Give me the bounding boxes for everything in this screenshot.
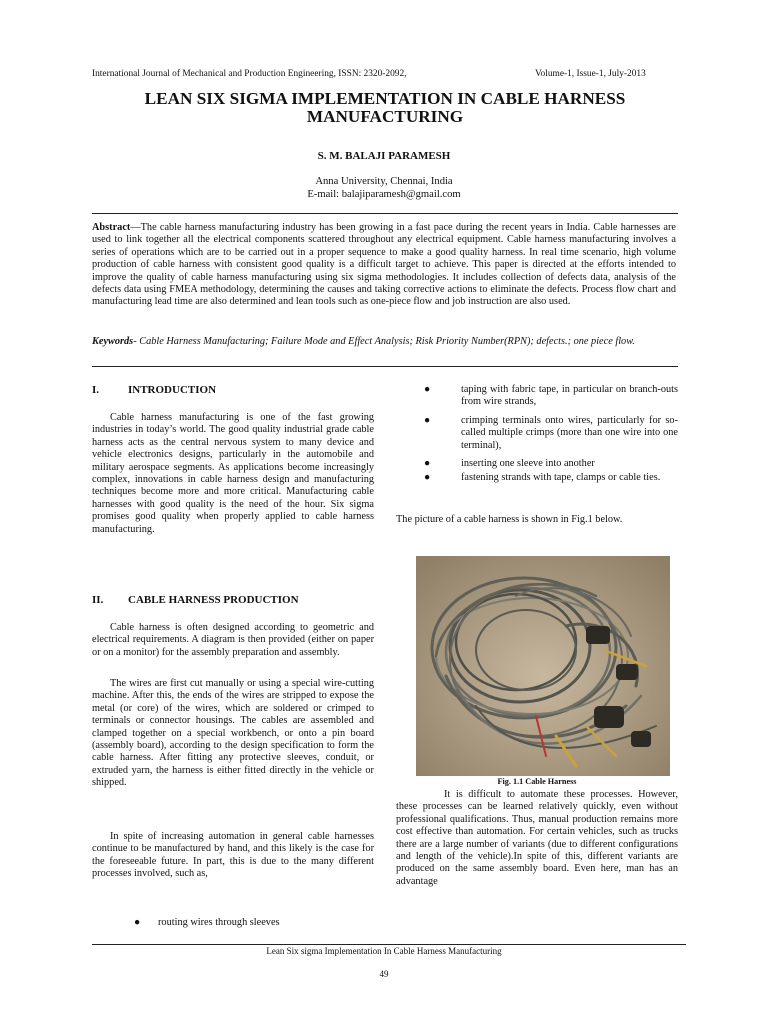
bullet-dot: ● [424, 458, 431, 469]
bullet-text: crimping terminals onto wires, particularly for so-called multiple crimps (more than one wire into one terminal), [461, 415, 678, 451]
keywords-label: Keywords [92, 336, 134, 347]
page-number: 49 [379, 969, 389, 979]
section-number: I. [92, 384, 100, 396]
bullet-dot: ● [424, 384, 431, 395]
cable-harness-image [416, 556, 670, 776]
after-figure-paragraph: It is difficult to automate these processes. However, these processes can be learned relatively quickly, even without professional qualifications. Thus, manual production remains more cost effective than automation. For certain vehicles, such as trucks there are a large number of variants (due to different configurations and length of the vehicle).In spite of this, different variants are produced on the same assembly board. Even here, man has an advantage [396, 789, 678, 887]
keywords-text: - Cable Harness Manufacturing; Failure Mode and Effect Analysis; Risk Priority Number(RPN); defects.; one piece flow. [133, 336, 635, 347]
figure-intro-text: The picture of a cable harness is shown in Fig.1 below. [396, 514, 623, 525]
bullet-dot: ● [134, 917, 141, 928]
production-paragraph-1: Cable harness is often designed according to geometric and electrical requirements. A diagram is then provided (either on paper or on a monitor) for the assembly preparation and assembly. [92, 622, 374, 658]
bullet-text: fastening strands with tape, clamps or cable ties. [461, 472, 661, 483]
production-paragraph-3: In spite of increasing automation in general cable harnesses continue to be manufactured by hand, and this likely is the case for the foreseeable future. In part, this is due to the many different processes involved, such as, [92, 831, 374, 880]
bullet-dot: ● [424, 415, 431, 426]
footer-rule [92, 944, 686, 945]
figure-caption: Fig. 1.1 Cable Harness [497, 777, 577, 786]
bullet-text: routing wires through sleeves [158, 917, 280, 928]
bullet-dot: ● [424, 472, 431, 483]
author-email: E-mail: balajiparamesh@gmail.com [307, 189, 461, 200]
title-line-2: MANUFACTURING [306, 107, 464, 126]
section-heading-production [92, 594, 374, 606]
abstract-text: —The cable harness manufacturing industry has been growing in a fast pace during the recent years in India. Cable harnesses are used to link together all the electrical components scattered throughout any electrical equipment. Cable harness manufacturing involves a series of operations which are to be carried out in a proper sequence to make a good quality harness. In real time scenario, high volume production of cable harness with consistent good quality is a difficult target to achieve. This paper is directed at the efforts intended to improve the quality of cable harness manufacturing using six sigma methodologies. It includes collection of defects data, analysis of the defects data using FMEA methodology, determining the causes and taking corrective actions to eliminate the defects. Process flow chart and manufacturing lead time are also determined and lean tools such as one-piece flow and job instruction are also used. [92, 222, 676, 308]
title-line-1: LEAN SIX SIGMA IMPLEMENTATION IN CABLE HARNESS [144, 89, 626, 108]
cable-harness-photo [416, 556, 670, 776]
author-name: S. M. BALAJI PARAMESH [317, 150, 451, 162]
footer-text: Lean Six sigma Implementation In Cable Harness Manufacturing [266, 946, 502, 956]
section-number: II. [92, 594, 104, 606]
paper-title [80, 90, 690, 126]
keywords [92, 336, 676, 348]
section-title: INTRODUCTION [128, 384, 217, 396]
abstract-top-rule [92, 213, 678, 214]
section-title: CABLE HARNESS PRODUCTION [128, 594, 299, 606]
section-heading-introduction [92, 384, 374, 396]
intro-paragraph: Cable harness manufacturing is one of the fast growing industries in today’s world. The good quality industrial grade cable harness acts as the central nervous system to many device and vehicle electronics designs, particularly in the automobile and military aerospace segments. As applications become increasingly complex, innovations in cable harness design and manufacturing techniques become more and more critical. Manufacturing cable harnesses with good quality is the need of the hour. Six sigma promises good quality when properly applied to cable harness manufacturing. [92, 412, 374, 535]
abstract-bottom-rule [92, 366, 678, 367]
author-affiliation: Anna University, Chennai, India [315, 176, 453, 187]
bullet-text: inserting one sleeve into another [461, 458, 595, 469]
volume-header: Volume-1, Issue-1, July-2013 [535, 69, 646, 79]
journal-header: International Journal of Mechanical and Production Engineering, ISSN: 2320-2092, [92, 69, 407, 79]
production-paragraph-2: The wires are first cut manually or using a special wire-cutting machine. After this, the ends of the wires are stripped to expose the metal (or core) of the wires, which are soldered or crimped to terminals or connector housings. The cables are assembled and clamped together on a special workbench, or onto a pin board (assembly board), according to the design specification to form the cable harness. After fitting any protective sleeves, conduit, or extruded yarn, the harness is either fitted directly in the vehicle or shipped. [92, 678, 374, 789]
abstract-label: Abstract [92, 222, 131, 233]
abstract [92, 222, 676, 309]
bullet-text: taping with fabric tape, in particular on branch-outs from wire strands, [461, 384, 678, 408]
author-affiliation-block [0, 175, 768, 201]
